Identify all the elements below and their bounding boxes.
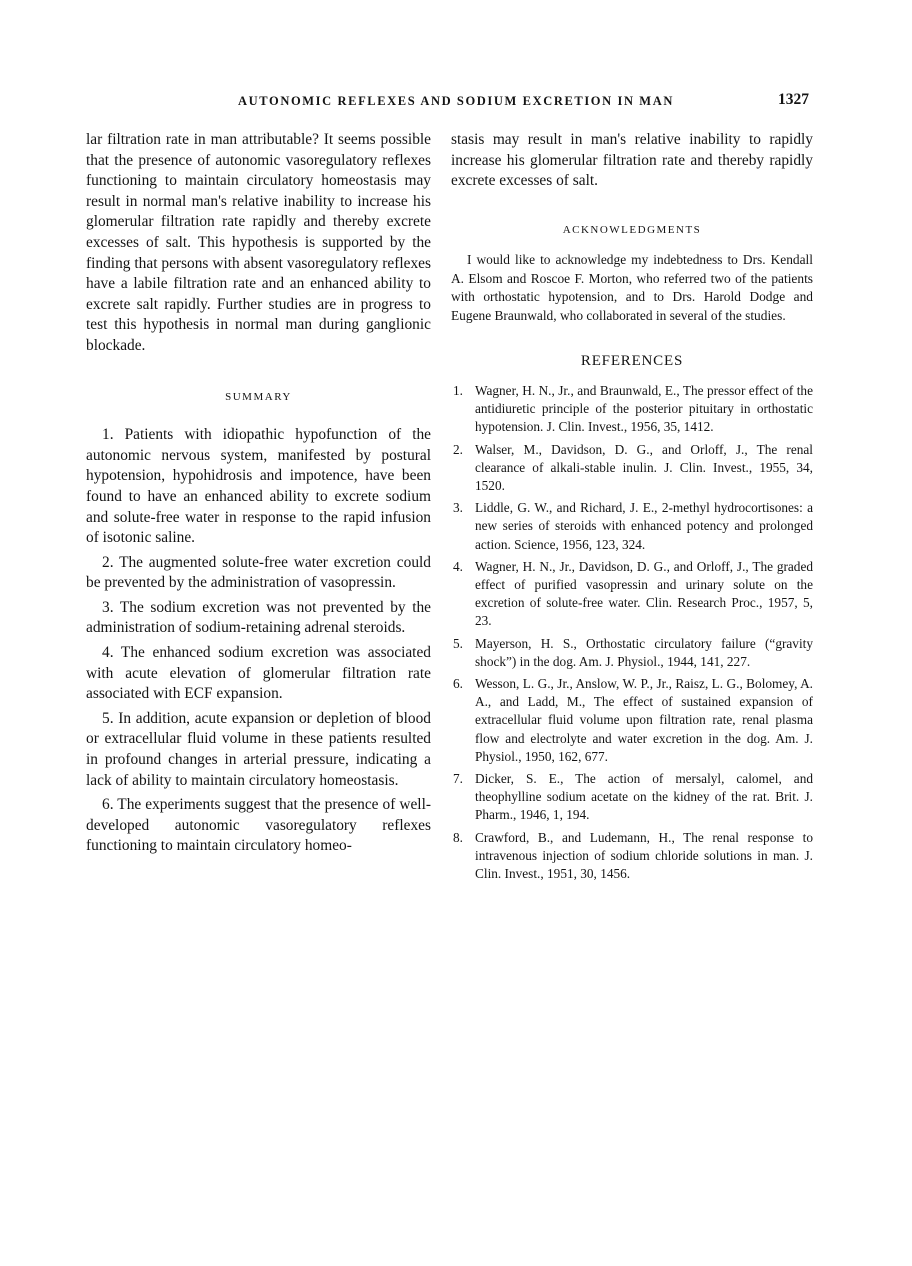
reference-text: Wagner, H. N., Jr., and Braunwald, E., The pressor effect of the antidiuretic principle of the posterior pituitary in orthostatic hypotension. J. Clin. Invest., 1956, 35, 1412.	[475, 382, 813, 435]
reference-item	[451, 829, 813, 884]
reference-text: Wesson, L. G., Jr., Anslow, W. P., Jr., Raisz, L. G., Bolomey, A. A., and Ladd, M., The effect of sustained expansion of extracellular fluid volume upon filtration rate, renal plasma flow and electrolyte and water excretion in the dog. Am. J. Physiol., 1950, 162, 677.	[475, 676, 813, 764]
body-paragraph-continuation-right: stasis may result in man's relative inability to rapidly increase his glomerular filtration rate and thereby rapidly excrete excesses of salt.	[451, 131, 813, 190]
reference-item	[451, 382, 813, 437]
running-head	[0, 91, 912, 114]
summary-list	[86, 425, 431, 857]
reference-item	[451, 441, 813, 496]
reference-text: Dicker, S. E., The action of mersalyl, calomel, and theophylline sodium acetate on the kidney of the rat. Brit. J. Pharm., 1946, 1, 194.	[475, 771, 813, 823]
summary-item: 4. The enhanced sodium excretion was associated with acute elevation of glomerular filtration rate associated with ECF expansion.	[86, 644, 431, 703]
reference-number: 7.	[453, 771, 463, 787]
reference-item	[451, 558, 813, 631]
reference-number: 5.	[453, 635, 463, 651]
body-paragraph-continuation: lar filtration rate in man attributable? It seems possible that the presence of autonomic vasoregulatory reflexes functioning to maintain circulatory homeostasis may result in normal man's relative inability to increase his glomerular filtration rate rapidly and thereby excrete excesses of salt. This hypothesis is supported by the finding that persons with absent vasoregulatory reflexes have a labile filtration rate and an enhanced ability to excrete salt rapidly. Further studies are in progress to test this hypothesis in normal man during ganglionic blockade.	[86, 131, 431, 354]
summary-item: 1. Patients with idiopathic hypofunction of the autonomic nervous system, manifested by postural hypotension, hypohidrosis and impotence, have been found to have an enhanced ability to excrete sodium and solute-free water in response to the rapid infusion of isotonic saline.	[86, 426, 431, 547]
summary-item: 6. The experiments suggest that the presence of well-developed autonomic vasoregulatory reflexes functioning to maintain circulatory homeo-	[86, 796, 431, 855]
acknowledgments-text: I would like to acknowledge my indebtedness to Drs. Kendall A. Elsom and Roscoe F. Morton, who referred two of the patients with orthostatic hypotension, and to Drs. Harold Dodge and Eugene Braunwald, who collaborated in several of the studies.	[451, 252, 813, 323]
reference-number: 3.	[453, 500, 463, 516]
reference-text: Crawford, B., and Ludemann, H., The renal response to intravenous injection of sodium chloride solutions in man. J. Clin. Invest., 1951, 30, 1456.	[475, 829, 813, 882]
references-heading: REFERENCES	[580, 353, 684, 370]
reference-item	[451, 635, 813, 671]
reference-number: 1.	[453, 382, 463, 398]
reference-number: 4.	[453, 558, 463, 574]
summary-item: 2. The augmented solute-free water excretion could be prevented by the administration of vasopressin.	[86, 553, 431, 592]
reference-item	[451, 499, 813, 554]
acknowledgments-heading: ACKNOWLEDGMENTS	[562, 223, 702, 236]
reference-text: Liddle, G. W., and Richard, J. E., 2-methyl hydrocortisones: a new series of steroids with enhanced potency and prolonged action. Science, 1956, 123, 324.	[475, 500, 813, 552]
reference-text: Walser, M., Davidson, D. G., and Orloff, J., The renal clearance of alkali-stable inulin. J. Clin. Invest., 1955, 34, 1520.	[475, 441, 813, 493]
reference-item	[451, 770, 813, 825]
summary-item: 3. The sodium excretion was not prevented by the administration of sodium-retaining adrenal steroids.	[86, 598, 431, 637]
page-number: 1327	[778, 91, 809, 108]
reference-number: 8.	[453, 829, 463, 845]
right-column	[451, 130, 813, 887]
summary-item: 5. In addition, acute expansion or depletion of blood or extracellular fluid volume in these patients resulted in profound changes in arterial pressure, indicating a lack of ability to maintain circulatory homeostasis.	[86, 709, 431, 789]
reference-number: 6.	[453, 676, 463, 692]
reference-list	[451, 382, 813, 883]
running-title: AUTONOMIC REFLEXES AND SODIUM EXCRETION IN MAN	[238, 94, 674, 108]
reference-text: Mayerson, H. S., Orthostatic circulatory failure (“gravity shock”) in the dog. Am. J. Physiol., 1944, 141, 227.	[475, 635, 813, 669]
summary-heading: SUMMARY	[225, 390, 292, 403]
reference-text: Wagner, H. N., Jr., Davidson, D. G., and Orloff, J., The graded effect of purified vasopressin and urinary solute on the excretion of solute-free water. Clin. Research Proc., 1957, 5, 23.	[475, 558, 813, 629]
reference-item	[451, 675, 813, 766]
reference-number: 2.	[453, 441, 463, 457]
left-column	[86, 130, 431, 861]
